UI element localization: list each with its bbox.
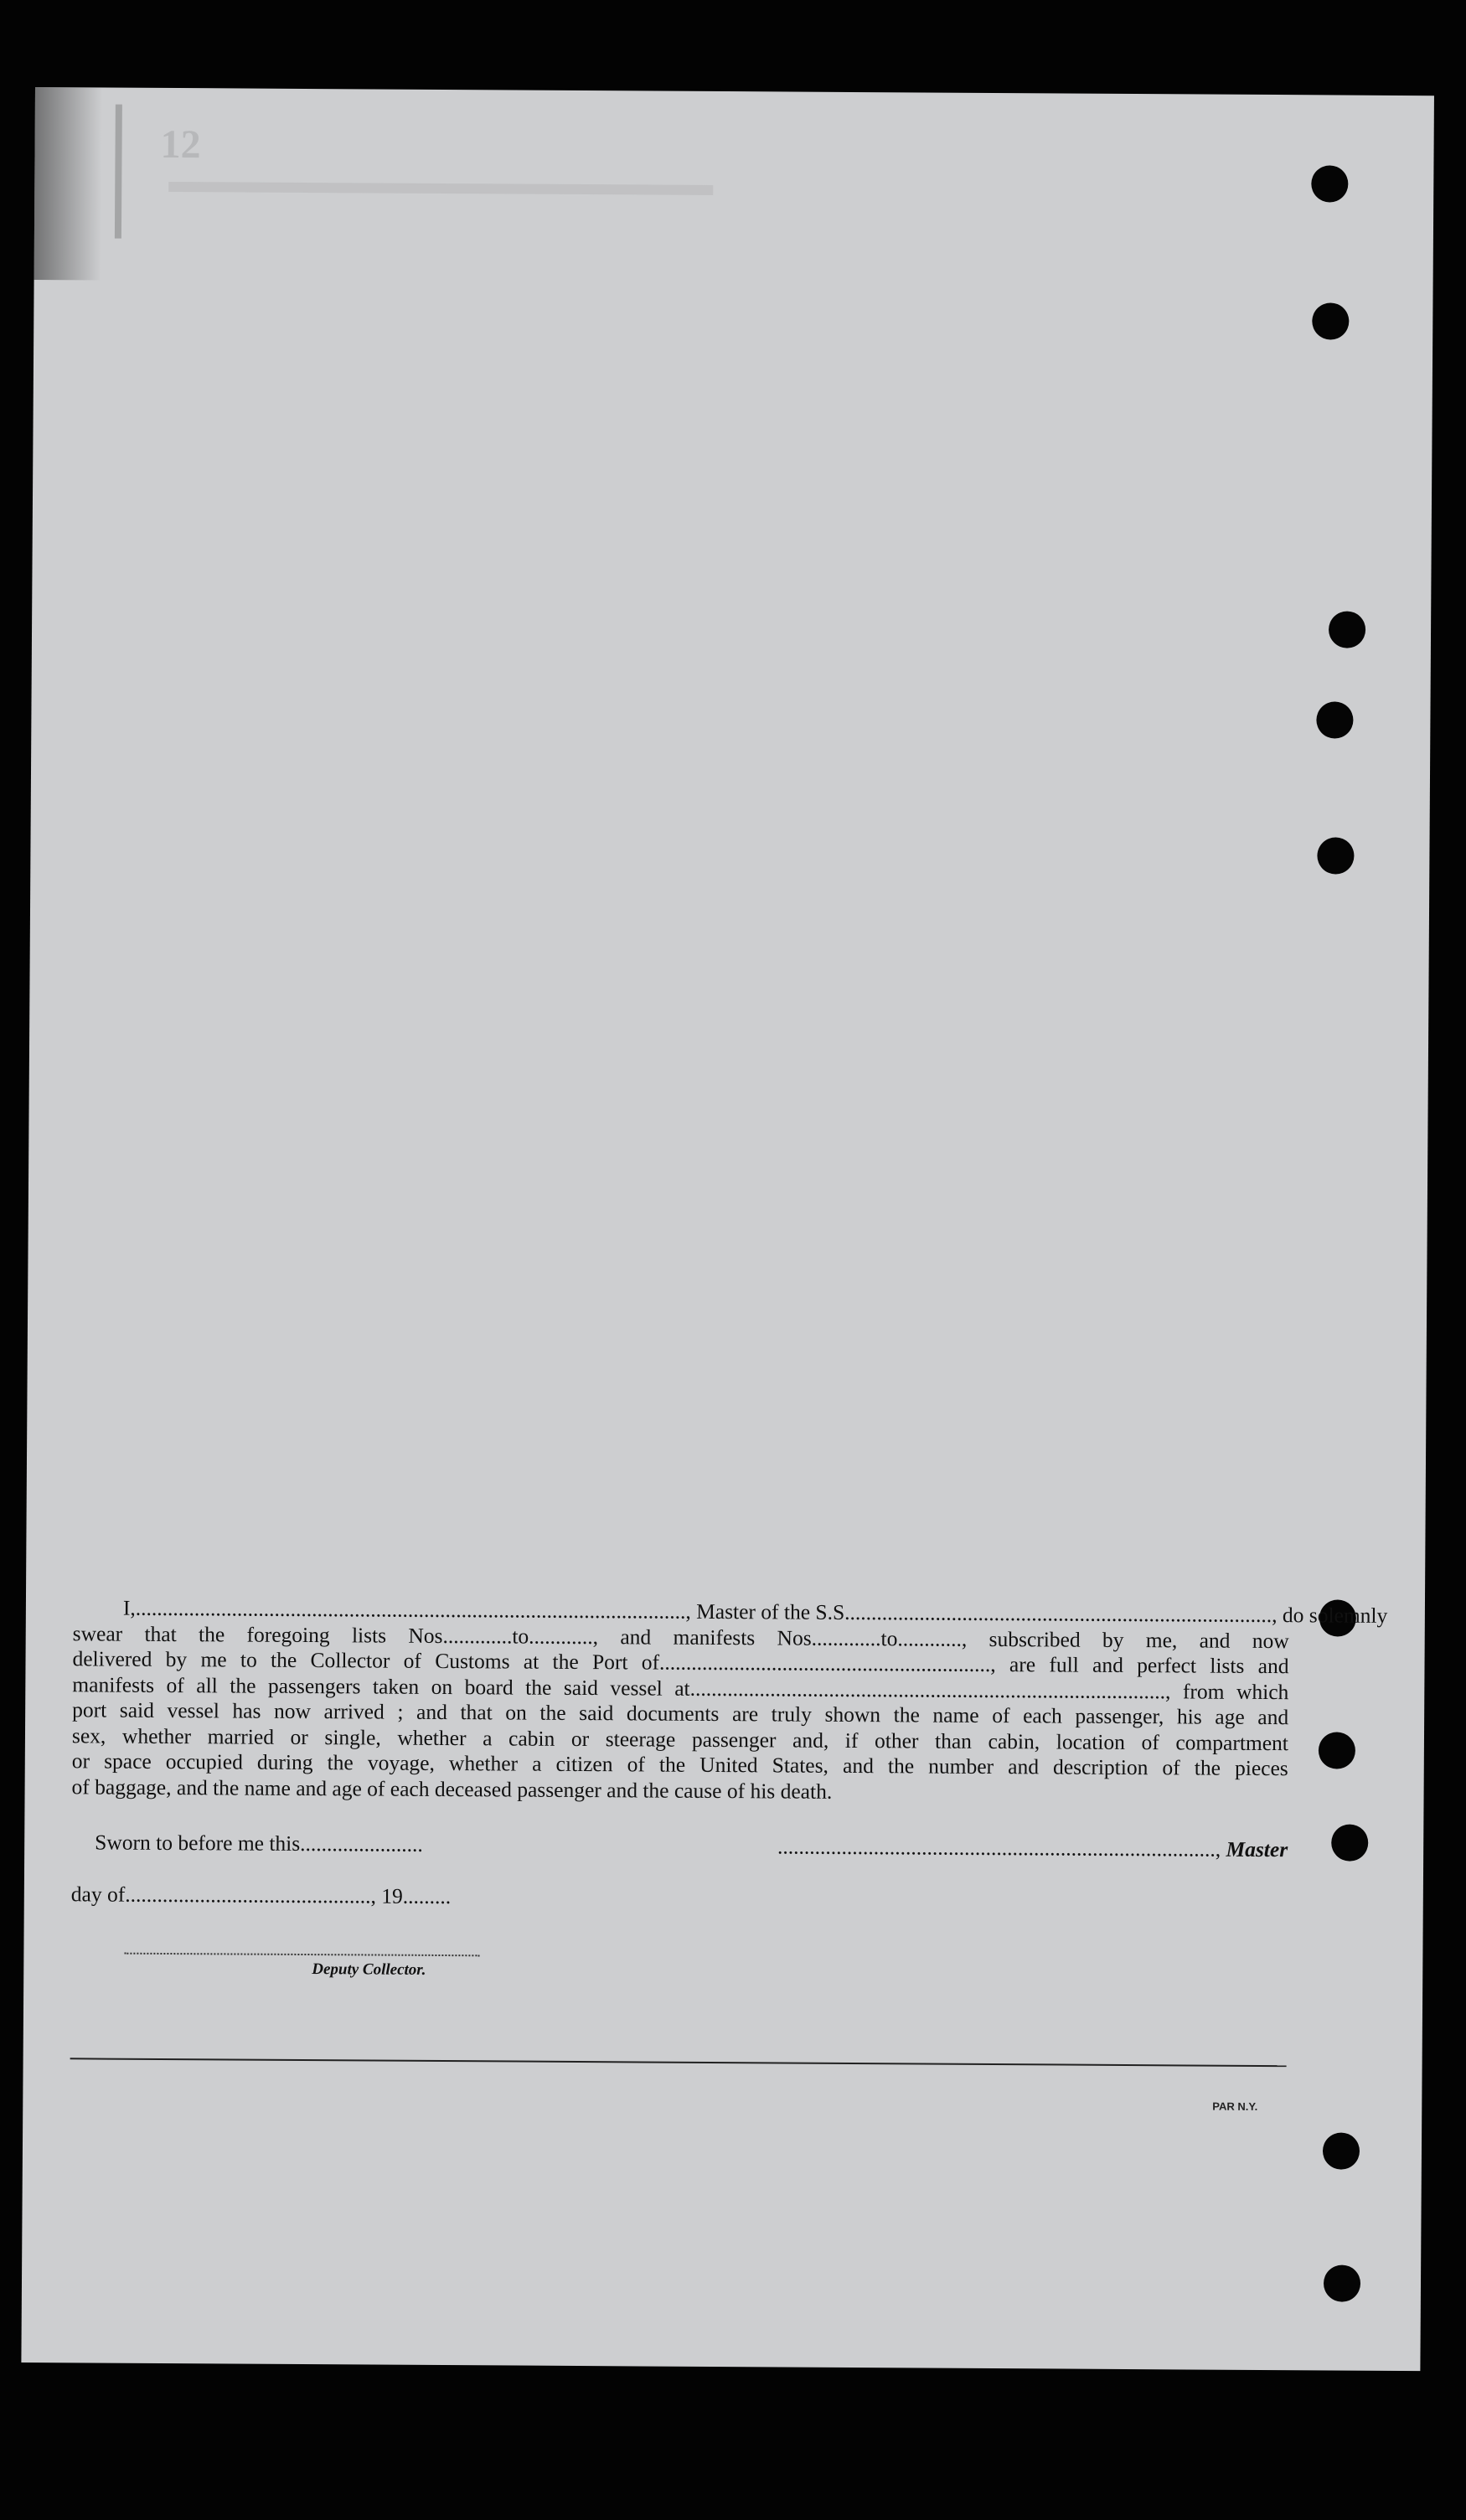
deputy-collector-label: Deputy Collector. <box>312 1960 426 1979</box>
scan-edge-shadow <box>34 87 102 280</box>
master-oath-paragraph <box>71 1595 1388 1807</box>
scan-artifact <box>115 105 122 239</box>
master-signature-line <box>777 1834 1288 1862</box>
oath-line: sex, whether married or single, whether a cabin or steerage passenger and, if other than cabin, location of compartment <box>71 1722 1289 1755</box>
document-sheet <box>21 87 1434 2371</box>
punch-hole <box>1324 2264 1360 2301</box>
sworn-before-line: Sworn to before me this....................... <box>95 1830 423 1856</box>
printer-mark: PAR N.Y. <box>1212 2099 1258 2113</box>
punch-hole <box>1312 302 1349 339</box>
oath-line: or space occupied during the voyage, whether a citizen of the United States, and the number and description of the pieces <box>71 1748 1288 1781</box>
deputy-signature-blank <box>124 1953 479 1957</box>
punch-hole <box>1323 2132 1360 2169</box>
master-label: Master <box>1226 1836 1288 1862</box>
horizontal-rule <box>70 2058 1287 2067</box>
punch-hole <box>1329 611 1365 648</box>
oath-line: swear that the foregoing lists Nos.............to............, and manifests Nos.............to............, subscribed by me, and now <box>72 1620 1289 1653</box>
punch-hole <box>1331 1824 1368 1861</box>
punch-hole <box>1316 701 1353 738</box>
punch-hole <box>1317 837 1354 874</box>
oath-line: manifests of all the passengers taken on board the said vessel at........................................................................................., from which <box>72 1671 1289 1704</box>
master-signature-blank: .................................................................................., <box>777 1834 1221 1862</box>
oath-line: port said vessel has now arrived ; and that on the said documents are truly shown the name of each passenger, his age and <box>72 1697 1289 1730</box>
faded-header-text <box>168 182 713 195</box>
punch-hole <box>1319 1732 1355 1769</box>
oath-line: delivered by me to the Collector of Customs at the Port of.............................................................., are full and perfect lists and <box>72 1646 1289 1679</box>
oath-line: of baggage, and the name and age of each deceased passenger and the cause of his death. <box>71 1774 833 1804</box>
punch-hole <box>1311 165 1348 202</box>
faded-page-number: 12 <box>160 121 201 168</box>
date-line: day of.............................................., 19......... <box>70 1882 452 1909</box>
oath-line: I,......................................................................................................., Master of the S.S................................................................................, do solemnly <box>122 1595 1388 1628</box>
